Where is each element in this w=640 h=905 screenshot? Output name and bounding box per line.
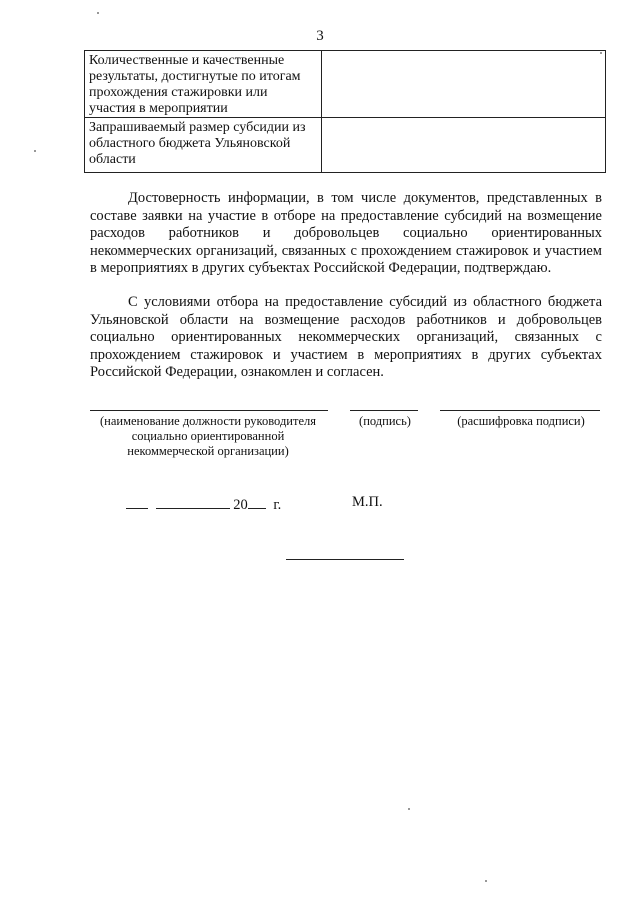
scan-speck — [408, 808, 410, 810]
table-cell-label: Количественные и качественные результаты, достигнутые по итогам прохождения стажировки или участия в мероприятии — [85, 51, 322, 118]
table-cell-label: Запрашиваемый размер субсидии из областного бюджета Ульяновской области — [85, 118, 322, 173]
page-number: 3 — [316, 28, 324, 44]
scan-speck — [485, 880, 487, 882]
date-year-blank[interactable] — [248, 494, 266, 509]
date-day-blank[interactable] — [126, 494, 148, 509]
stamp-label: М.П. — [352, 494, 383, 510]
date-month-blank[interactable] — [156, 494, 230, 509]
table-cell-value[interactable] — [322, 118, 606, 173]
date-year-prefix: 20 — [233, 497, 248, 513]
decoding-signature-line[interactable] — [440, 410, 600, 411]
position-caption: (наименование должности руководителя социально ориентированной некоммерческой организации) — [100, 414, 316, 458]
position-signature-line[interactable] — [90, 410, 328, 411]
signature-line[interactable] — [350, 410, 418, 411]
signature-caption: (подпись) — [359, 414, 411, 428]
date-field — [126, 494, 281, 514]
date-year-suffix: г. — [273, 497, 282, 513]
end-separator-line — [286, 559, 404, 560]
table-row — [85, 51, 606, 118]
scan-speck — [34, 150, 36, 152]
decoding-caption: (расшифровка подписи) — [457, 414, 585, 428]
paragraph-confirmation: Достоверность информации, в том числе документов, представленных в составе заявки на участие в отборе на предоставление субсидий на возмещение расходов работников и добровольцев социально ориентированных некоммерческих организаций, связанных с прохождением стажировок и участием в мероприятиях в других субъектах Российской Федерации, подтверждаю. — [90, 190, 602, 277]
table-row — [85, 118, 606, 173]
table-cell-value[interactable] — [322, 51, 606, 118]
info-table — [84, 50, 606, 173]
scan-speck — [600, 52, 602, 54]
paragraph-agreement: С условиями отбора на предоставление субсидий из областного бюджета Ульяновской области на возмещение расходов работников и добровольцев социально ориентированных некоммерческих организаций, связанных с прохождением стажировок и участием в мероприятиях в других субъектах Российской Федерации, ознакомлен и согласен. — [90, 294, 602, 381]
scan-speck — [97, 12, 99, 14]
